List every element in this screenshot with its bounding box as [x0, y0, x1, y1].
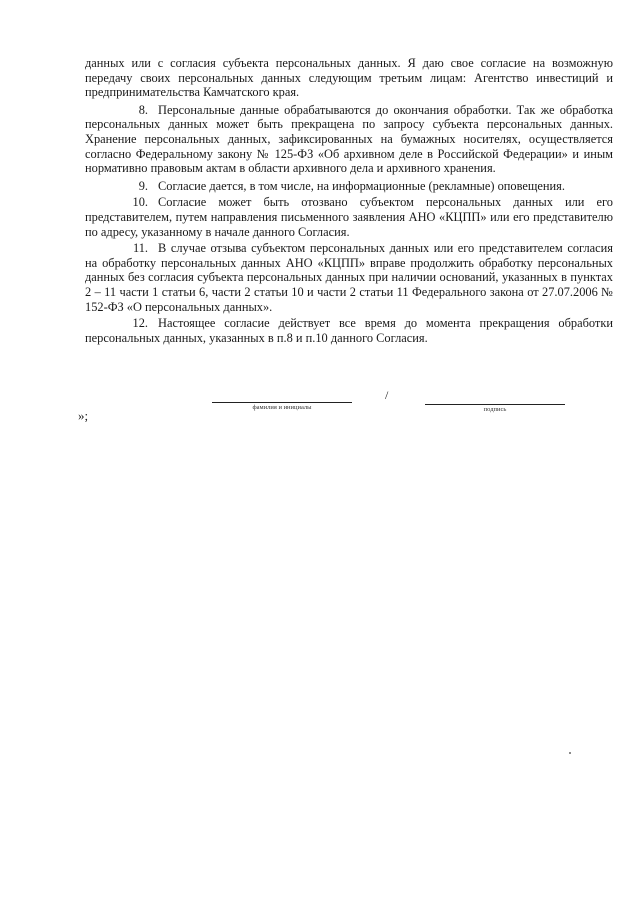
document-body: [85, 56, 613, 345]
paragraph-item-11: [85, 241, 613, 314]
signature-separator: /: [385, 388, 389, 402]
paragraph-item-8: [85, 103, 613, 176]
sign-signature-line: [425, 404, 565, 405]
name-caption: фамилия и инициалы: [252, 404, 312, 411]
item-number: 8.: [138, 102, 148, 117]
item-text: Согласие дается, в том числе, на информационные (рекламные) оповещения.: [158, 178, 565, 193]
item-number: 9.: [138, 178, 148, 193]
item-text: В случае отзыва субъектом персональных данных или его представителем согласия на обработку персональных данных АНО «КЦПП» вправе продолжить обработку персональных данных без согласия субъекта персональных данных при наличии оснований, указанных в пунктах 2 – 11 части 1 статьи 6, части 2 статьи 10 и части 2 статьи 11 Федерального закона от 27.07.2006 № 152-ФЗ «О персональных данных».: [85, 241, 613, 314]
item-text: Персональные данные обрабатываются до окончания обработки. Так же обработка персональных данных может быть прекращена по запросу субъекта персональных данных. Хранение персональных данных, зафиксированных на бумажных носителях, осуществляется согласно Федеральному закону № 125-ФЗ «Об архивном деле в Российской Федерации» и иным нормативно правовым актам в области архивного дела и архивного хранения.: [85, 102, 613, 176]
item-number: 10.: [132, 195, 148, 210]
item-text: Настоящее согласие действует все время до момента прекращения обработки персональных данных, указанных в п.8 и п.10 данного Согласия.: [85, 316, 613, 345]
item-number: 12.: [132, 316, 148, 331]
paragraph-continuation: данных или с согласия субъекта персональных данных. Я даю свое согласие на возможную передачу своих персональных данных следующим третьим лицам: Агентство инвестиций и предпринимательства Камчатского края.: [85, 56, 613, 100]
paragraph-item-12: [85, 316, 613, 345]
item-number: 11.: [132, 241, 148, 256]
item-text: Согласие может быть отозвано субъектом персональных данных или его представителем, путем направления письменного заявления АНО «КЦПП» или его представителю по адресу, указанному в начале данного Согласия.: [85, 195, 613, 239]
name-signature-line: [212, 402, 352, 403]
sign-caption: подпись: [483, 406, 507, 413]
paragraph-item-10: [85, 195, 613, 239]
paragraph-item-9: [85, 179, 613, 194]
scan-speck: [569, 752, 571, 754]
closing-mark: »;: [78, 408, 89, 423]
